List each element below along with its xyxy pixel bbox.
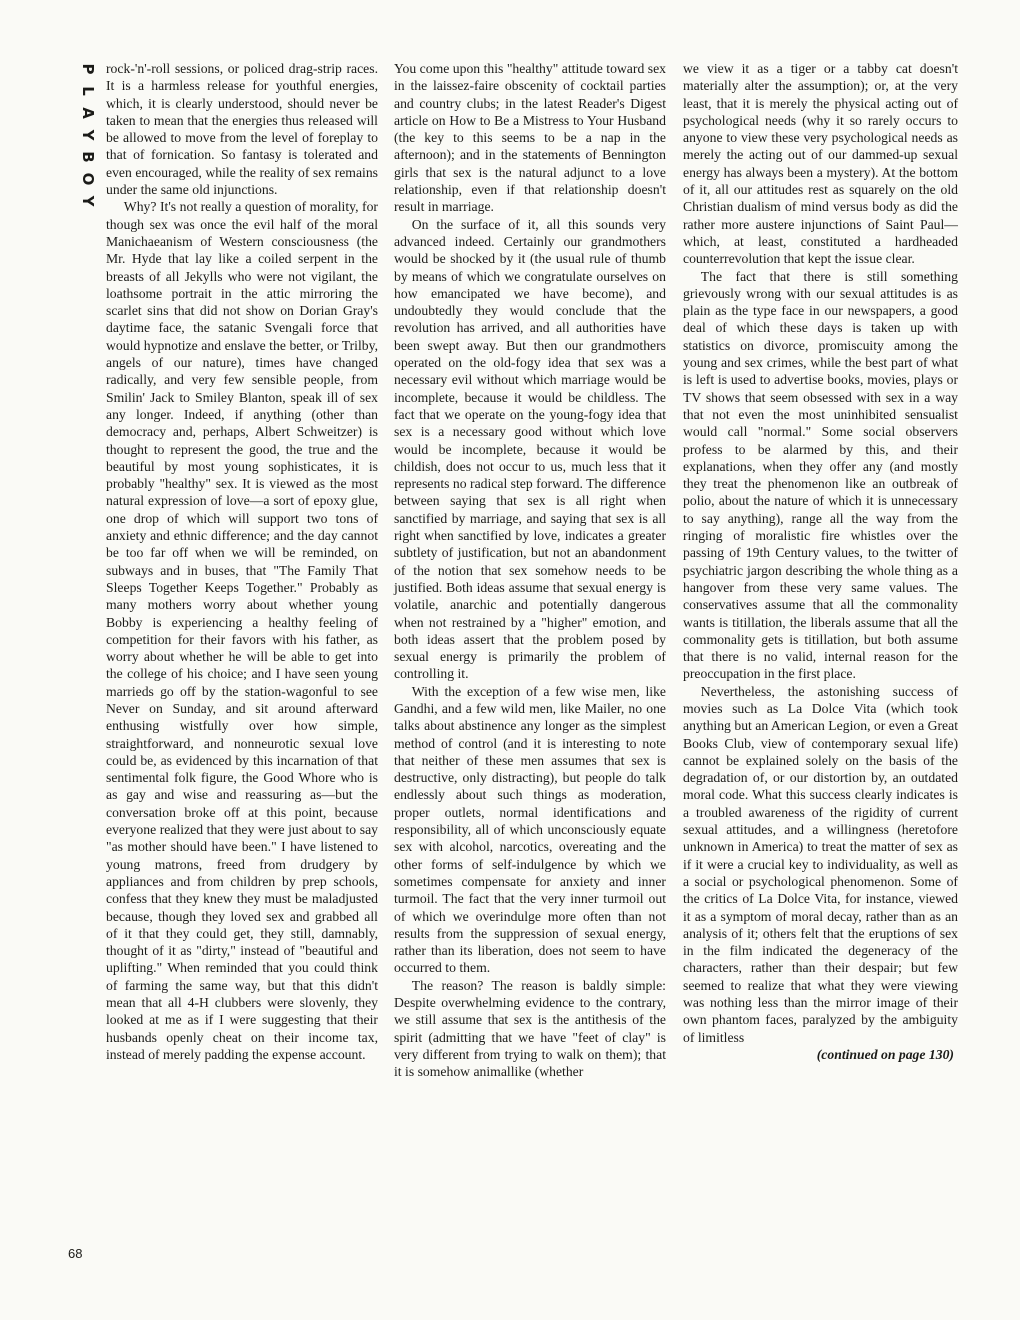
paragraph: With the exception of a few wise men, like Gandhi, and a few wild men, like Mailer, no one talks about abstinence any longer as the simplest method of control (and it is interesting to note that neither of these men assumes that sex is destructive, only distracting), but people do talk endlessly about such things as moderation, proper outlets, normal identifications and responsibility, all of which unconsciously equate sex with alcohol, narcotics, overeating and the other forms of self-indulgence by which we sometimes compensate for anxiety and inner turmoil. The fact that the very inner turmoil out of which we overindulge more often than not results from the suppression of sexual energy, rather than its liberation, does not seem to have occurred to them.	[394, 683, 666, 976]
masthead-logo	[78, 60, 102, 220]
masthead-letter: P	[79, 63, 97, 75]
continued-note: (continued on page 130)	[816, 1046, 954, 1062]
paragraph: On the surface of it, all this sounds very advanced indeed. Certainly our grandmothers would be shocked by it (the usual rule of thumb by means of which we congratulate ourselves on how emancipated we have become), and undoubtedly they would conclude that the revolution has arrived, and all authorities have been swept away. But then our grandmothers operated on the old-fogy idea that sex was a necessary evil without which marriage would be incomplete, because it would be childless. The fact that we operate on the young-fogy idea that sex is a necessary good without which love would be incomplete, because it would be childish, does not occur to us, much less that it represents no radical step forward. The difference between saying that sex is all right when sanctified by marriage, and saying that sex is all right when sanctified by love, indicates a greater subtlety of justification, but not an abandonment of the notion that sex somehow needs to be justified. Both ideas assume that sexual energy is volatile, anarchic and potentially dangerous when not restrained by a "higher" emotion, and both ideas assert that the problem posed by sexual energy is primarily the problem of controlling it.	[394, 216, 666, 682]
paragraph: The fact that there is still something grievously wrong with our sexual attitudes is as plain as the type face in our newspapers, a good deal of which these days is taken up with statistics on divorce, promiscuity among the young and sex crimes, while the best part of what is left is used to advertise books, movies, plays or TV shows that seem obsessed with sex in a way that not even the most uninhibited sensualist would call "normal." Some social observers profess to be alarmed by this, and their explanations, when they offer any (and mostly they treat the phenomenon like an outbreak of polio, about the nature of which it is unnecessary to say anything), range all the way from the ringing of moralistic fire whistles over the passing of 19th Century values, to the twitter of psychiatric jargon describing the whole thing as a hangover from these very same values. The conservatives assume that all the commonality wants is titillation, the liberals assume that all the commonality gets is titillation, but both assume that there is no valid, internal reason for the preoccupation in the first place.	[683, 268, 958, 682]
paragraph: The reason? The reason is baldly simple: Despite overwhelming evidence to the contrary, we still assume that sex is the antithesis of the spirit (admitting that we have "feet of clay" is very different from trying to walk on them); that it is somehow animallike (whether	[394, 977, 666, 1080]
paragraph: Nevertheless, the astonishing success of movies such as La Dolce Vita (which took anything but an American Legion, or even a Great Books Club, view of contemporary sexual life) cannot be explained solely on the basis of the degradation of, or our distortion by, an outdated moral code. What this success clearly indicates is a troubled awareness of the rigidity of current sexual attitudes, and a willingness (heretofore unknown in America) to treat the matter of sex as if it were a crucial key to individuality, as well as a social or psychological phenomenon. Some of the critics of La Dolce Vita, for instance, viewed it as a symptom of moral decay, rather than as an analysis of it; others felt that the eruptions of sex in the film indicated the degeneracy of the characters, rather than their despair; but few seemed to realize that what they were viewing was nothing less than the mirror image of their own phantom faces, paralyzed by the ambiguity of limitless	[683, 683, 958, 1045]
paragraph: we view it as a tiger or a tabby cat doesn't materially alter the assumption); or, at the very least, that it is merely the physical acting out of psychological needs (why it so rarely occurs to anyone to view these very psychological needs as merely the acting out of our dammed-up sexual energy has always been a mystery). At the bottom of it, all our attitudes rest as squarely on the old Christian dualism of mind versus body as did the rather more austere injunctions of Saint Paul—which, at least, constituted a hardheaded counterrevolution that kept the issue clear.	[683, 61, 958, 267]
article-column-3	[683, 60, 958, 1260]
article-column-1	[106, 60, 378, 1260]
masthead-letter: Y	[79, 195, 97, 207]
paragraph: You come upon this "healthy" attitude toward sex in the laissez-faire obscenity of cocktail parties and country clubs; in the latest Reader's Digest article on How to Be a Mistress to Your Husband (the key to this seems to be a nap in the afternoon); and in the statements of Bennington girls that sex is the natural adjunct to a love relationship, even if that relationship doesn't result in marriage.	[394, 61, 666, 215]
paragraph: Why? It's not really a question of morality, for though sex was once the evil half of the moral Manichaeanism of Western consciousness (the Mr. Hyde that lay like a coiled serpent in the breasts of all Jekylls who were not vigilant, the loathsome portrait in the attic mirroring the scarlet sins that did not show on Dorian Gray's daytime face, the satanic Svengali force that would hypnotize and enslave the better, or Trilby, angels of our nature), times have changed radically, and very few sensible people, from Smilin' Jack to Smiley Blanton, speak ill of sex any longer. Indeed, if anything (other than democracy and, perhaps, Albert Schweitzer) is thought to represent the good, the true and the beautiful by most young sophisticates, it is probably "healthy" sex. It is viewed as the most natural expression of love—a sort of epoxy glue, one drop of which will support two tons of anxiety and ethnic difference; and the day cannot be too far off when we will be reminded, on subways and in buses, that "The Family That Sleeps Together Keeps Together." Probably as many mothers worry about whether young Bobby is experiencing a healthy feeling of competition for their favors with his father, as worry about whether he will be able to get into the college of his choice; and I have seen young marrieds go off by the station-wagonful to see Never on Sunday, and sit around afterward enthusing wistfully over how simple, straightforward, and nonneurotic sexual love could be, as evidenced by this incarnation of that sentimental folk figure, the Good Whore who is as gay and wise and reassuring as—but the conversation broke off at this point, because everyone realized that they were just about to say "as mother should have been." I have listened to young matrons, freed from drudgery by appliances and from children by prep schools, confess that they knew they must be maladjusted because, though they loved sex and grabbed all of it that they could get, they still, damnably, thought of it as "dirty," instead of "beautiful and uplifting." When reminded that you could think of farming the same way, but that this didn't mean that all 4-H clubbers were slovenly, they looked at me as if I were suggesting that their husbands openly cheat on their income tax, instead of merely padding the expense account.	[106, 199, 378, 1062]
masthead-letter: Y	[79, 129, 97, 141]
masthead-letter: A	[79, 107, 97, 119]
article-column-2	[394, 60, 666, 1260]
page-number: 68	[68, 1246, 83, 1261]
masthead-letter: O	[79, 172, 97, 186]
masthead-letter: L	[79, 86, 97, 96]
paragraph: rock-'n'-roll sessions, or policed drag-strip races. It is a harmless release for youthful energies, which, it is clearly understood, should never be taken to mean that the energies thus released will be allowed to move from the level of foreplay to that of fornication. So fantasy is tolerated and even encouraged, while the reality of sex remains under the same old injunctions.	[106, 61, 378, 198]
masthead-letter: B	[79, 151, 97, 163]
